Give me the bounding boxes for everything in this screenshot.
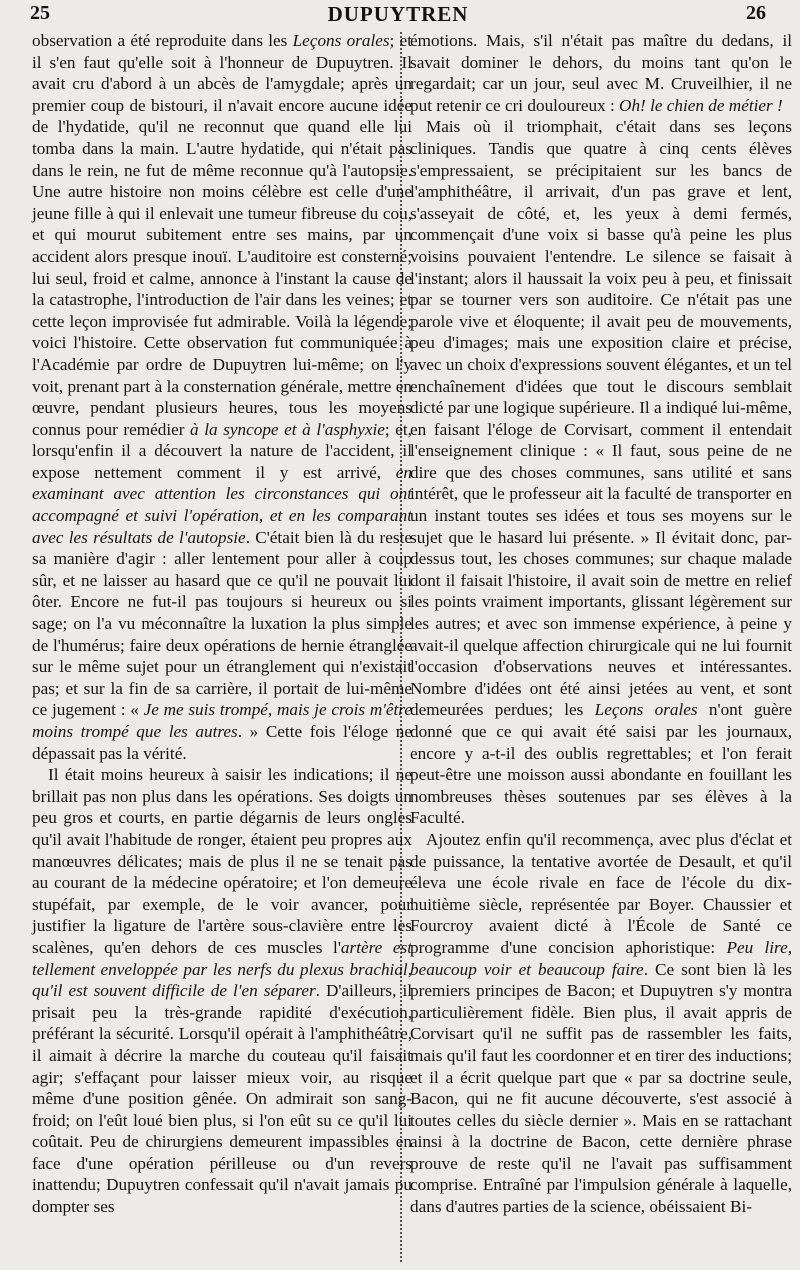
italic-run: Je me suis trompé, mais je crois m'être moins trompé que les autres <box>32 700 412 741</box>
text-run: ; et il s'en faut qu'elle soit à l'honneur de Dupuytren. Il avait cru d'abord à un abcès de l'amygdale; après un premier coup de bistouri, il n'avait encore aucune idée de l'hydatide, qu'il ne reconnut que quand elle lui tomba dans la main. L'autre hydatide, qui n'était pas dans le rein, ne fut de même reconnue qu'à l'autopsie. Une autre histoire non moins célèbre est celle d'une jeune fille à qui il enlevait une tumeur fibreuse du cou, et qui mourut subitement entre ses mains, par un accident alors presque inouï. L'auditoire est consterné; lui seul, froid et calme, annonce à l'instant la cause de la catastrophe, l'introduction de l'air dans les veines; et cette leçon improvisée fut admirable. Voilà la légende; voici l'histoire. Cette observation fut communiquée à l'Académie par ordre de Dupuytren lui-même; on l'y voit, prenant part à la consternation générale, mettre en œuvre, pendant plusieurs heures, tous les moyens connus pour remédier <box>32 31 412 439</box>
right-paragraph-2 <box>410 116 792 829</box>
italic-run: artère est tellement enveloppée par les nerfs du plexus brachial, qu'il est souvent difficile de l'en séparer <box>32 937 412 1001</box>
text-run: Mais où il triomphait, c'était dans ses leçons cliniques. Tandis que quatre à cinq cents élèves s'empressaient, se précipitaient sur les bancs de l'amphithéâtre, il arrivait, d'un pas grave et lent, s'asseyait de côté, et, les yeux à demi fermés, commençait d'une voix si basse qu'à peine les plus voisins pouvaient l'entendre. Le silence se faisait à l'instant; alors il haussait la voix peu à peu, et finissait par se tourner vers son auditoire. Ce n'était pas une parole vive et éloquente; il avait peu de mouvements, peu d'images; mais une exposition claire et précise, avec un choix d'expressions souvent élégantes, et un tel enchaînement d'idées que tout le discours semblait dicté par une logique supérieure. Il a indiqué lui-même, en faisant l'éloge de Corvisart, comment il entendait l'enseignement clinique : « Il faut, sous peine de ne dire que des choses communes, sans utilité et sans intérêt, que le professeur ait la faculté de transporter en un instant toutes ses idées et tous ses moyens sur le sujet que le hasard lui présente. » Il évitait donc, par-dessus tout, les choses communes; sur chaque malade dont il faisait l'histoire, il avait soin de mettre en relief les points vraiment importants, glissant légèrement sur les autres; et avec son immense expérience, à peine y avait-il quelque affection chirurgicale qui ne lui fournit l'occasion d'observations neuves et intéressantes. Nombre d'idées ont été ainsi jetées au vent, et sont demeurées perdues; les <box>410 117 792 720</box>
running-title: DUPUYTREN <box>327 2 469 26</box>
text-run: . » Cette fois l'éloge ne dépassait pas la vérité. <box>32 722 412 763</box>
right-paragraph-1 <box>410 30 792 116</box>
italic-run: Oh! le chien de métier ! <box>619 95 783 115</box>
text-run: n'ont guère donné que ce qui avait été saisi par les journaux, encore y a-t-il des oublis regrettables; et l'on ferait peut-être une moisson aussi abondante en fouillant les nombreuses thèses soutenues par ses élèves à la Faculté. <box>410 700 792 828</box>
right-paragraph-3 <box>410 829 792 1218</box>
left-paragraph-1 <box>32 30 412 764</box>
italic-run: à la syncope et à l'asphyxie <box>190 419 385 439</box>
text-run: ; et, lorsqu'enfin il a découvert la nature de l'accident, il expose nettement comment il y est arrivé, <box>32 419 412 482</box>
text-run: . C'était bien là du reste sa manière d'agir : aller lentement pour aller à coup sûr, et ne laisser au hasard que ce qu'il ne pouvait lui ôter. Encore ne fut-il pas toujours si heureux ou si sage; on l'a vu méconnaître la luxation la plus simple de l'humérus; faire deux opérations de hernie étranglée sur le même sujet pour un étranglement qui n'existait pas; et sur la fin de sa carrière, il portait de lui-même ce jugement : « <box>32 527 412 720</box>
text-run: Il était moins heureux à saisir les indications; il ne brillait pas non plus dans les opérations. Ses doigts un peu gros et courts, en partie dégarnis de leurs ongles qu'il avait l'habitude de ronger, étaient peu propres aux manœuvres délicates; mais de plus il ne se tenait pas au courant de la médecine opératoire; et l'on demeure stupéfait, par exemple, de le voir avancer, pour justifier la ligature de l'artère sous-clavière entre les scalènes, qu'en dehors de ces muscles l' <box>32 765 412 957</box>
page-number-left: 25 <box>30 2 50 24</box>
italic-run: Peu lire, beaucoup voir et beaucoup faire <box>410 937 792 979</box>
italic-run: Leçons orales <box>594 700 698 720</box>
right-column <box>410 30 792 1218</box>
text-run: émotions. Mais, s'il n'était pas maître du dedans, il savait dominer le dehors, du moins tant qu'on le regardait; car un jour, seul avec M. Cruveilhier, il ne put retenir ce cri douloureux : <box>410 31 792 115</box>
text-run: . Ce sont bien là les premiers principes de Bacon; et Dupuytren s'y montra particulièrement fidèle. Bien plus, il avait appris de Corvisart qu'il ne suffit pas de rassembler les faits, mais qu'il faut les coordonner et en tirer des inductions; et il a écrit quelque part que « par sa doctrine seule, Bacon, qui ne fit aucune découverte, s'est associé à toutes celles du siècle dernier ». Mais en se rattachant ainsi à la doctrine de Bacon, cette dernière phrase prouve de reste qu'il ne l'avait pas suffisamment comprise. Entraîné par l'impulsion générale à laquelle, dans d'autres parties de la science, obéissaient Bi- <box>410 959 792 1217</box>
text-run: . D'ailleurs, il prisait peu la très-grande rapidité d'exécution, préférant la sécurité. Lorsqu'il opérait à l'amphithéâtre, il aimait à décrire la marche du couteau qu'il faisait agir; s'effaçant pour laisser mieux voir, au risque même d'une position gênée. On admirait son sang-froid; on l'eût loué bien plus, si l'on eût su ce qu'il lui coûtait. Peu de chirurgiens demeurent impassibles en face d'une opération périlleuse ou d'un revers inattendu; Dupuytren confessait qu'il n'avait jamais pu dompter ses <box>32 981 413 1217</box>
italic-run: Leçons orales <box>292 31 390 50</box>
running-head <box>30 2 766 28</box>
left-column <box>32 30 412 1218</box>
page-number-right: 26 <box>746 2 766 24</box>
text-run: Ajoutez enfin qu'il recommença, avec plus d'éclat et de puissance, la tentative avortée de Desault, et qu'il éleva une école rivale en face de l'école du dix-huitième siècle, représentée par Boyer. Chaussier et Fourcroy avaient dicté à l'École de Santé ce programme d'une concision aphoristique: <box>410 829 792 957</box>
text-run: observation a été reproduite dans les <box>32 31 293 50</box>
italic-run: en examinant avec attention les circonstances qui ont accompagné et suivi l'opération, et en les comparant avec les résultats de l'autopsie <box>32 462 412 547</box>
left-paragraph-2 <box>32 764 412 1217</box>
